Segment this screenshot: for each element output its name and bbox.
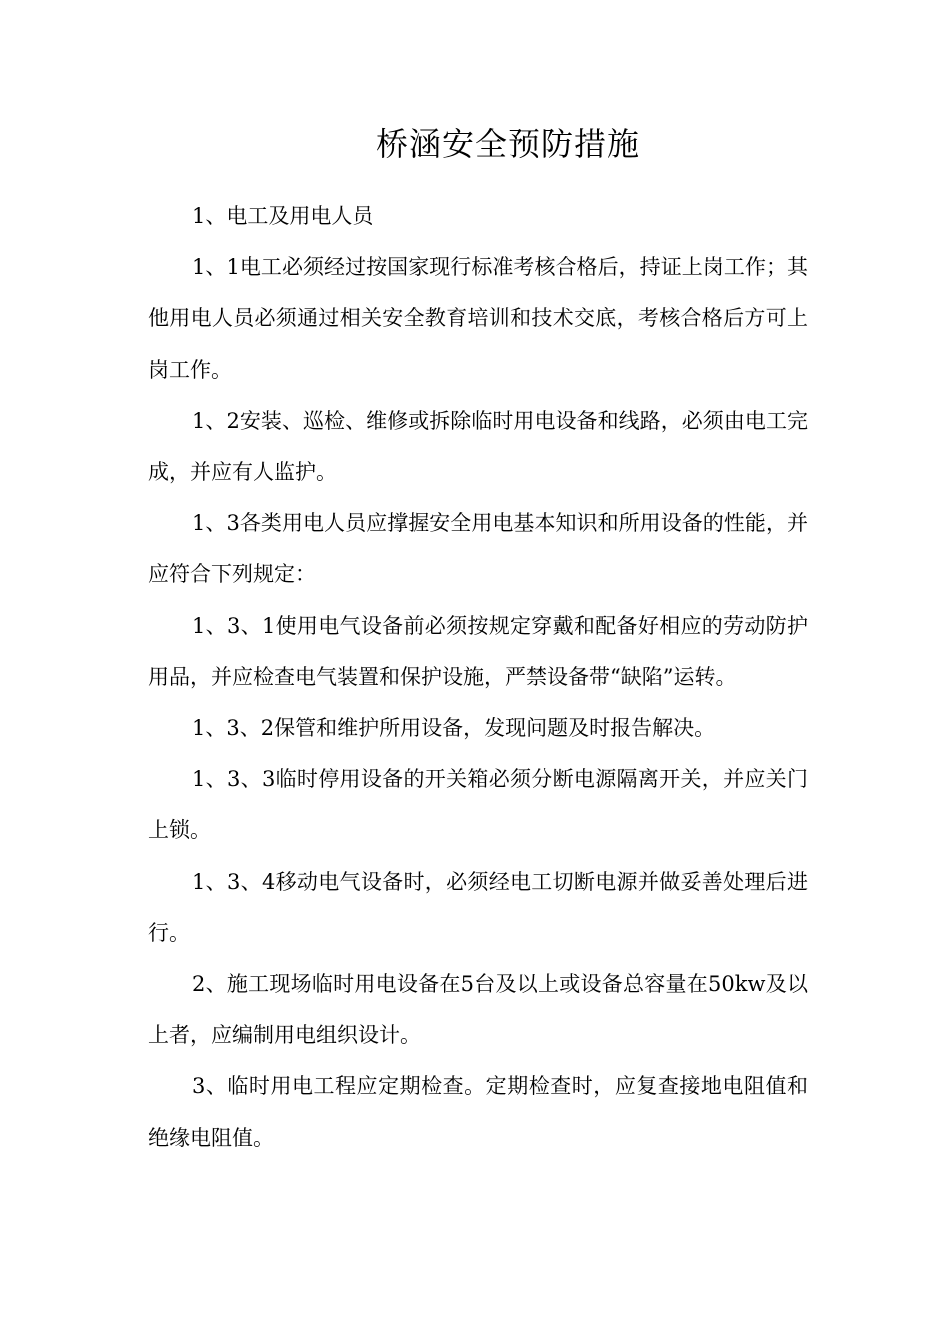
- paragraph-1-1: 1、1电工必须经过按国家现行标准考核合格后，持证上岗工作；其他用电人员必须通过相关安全教育培训和技术交底，考核合格后方可上岗工作。: [148, 255, 808, 382]
- paragraph-1-3-2: 1、3、2保管和维护所用设备，发现问题及时报告解决。: [192, 716, 716, 741]
- paragraph-1-2: 1、2安装、巡检、维修或拆除临时用电设备和线路，必须由电工完成，并应有人监护。: [148, 408, 808, 485]
- paragraph-1-3-3: 1、3、3临时停用设备的开关箱必须分断电源隔离开关，并应关门上锁。: [148, 767, 808, 843]
- paragraph-1-3-4: 1、3、4移动电气设备时，必须经电工切断电源并做妥善处理后进行。: [148, 869, 808, 945]
- paragraph-1-heading: 1、电工及用电人员: [192, 204, 374, 228]
- paragraph-3: 3、临时用电工程应定期检查。定期检查时，应复查接地电阻值和绝缘电阻值。: [148, 1074, 808, 1150]
- document-body: [148, 191, 808, 1164]
- paragraph-1-3-1: 1、3、1使用电气设备前必须按规定穿戴和配备好相应的劳动防护用品，并应检查电气装置和保护设施，严禁设备带“缺陷”运转。: [148, 613, 808, 689]
- paragraph-2: 2、施工现场临时用电设备在5台及以上或设备总容量在50kw及以上者，应编制用电组织设计。: [148, 972, 808, 1048]
- paragraph-1-3: 1、3各类用电人员应撑握安全用电基本知识和所用设备的性能，并应符合下列规定：: [148, 511, 808, 587]
- document-title: 桥涵安全预防措施: [375, 125, 640, 163]
